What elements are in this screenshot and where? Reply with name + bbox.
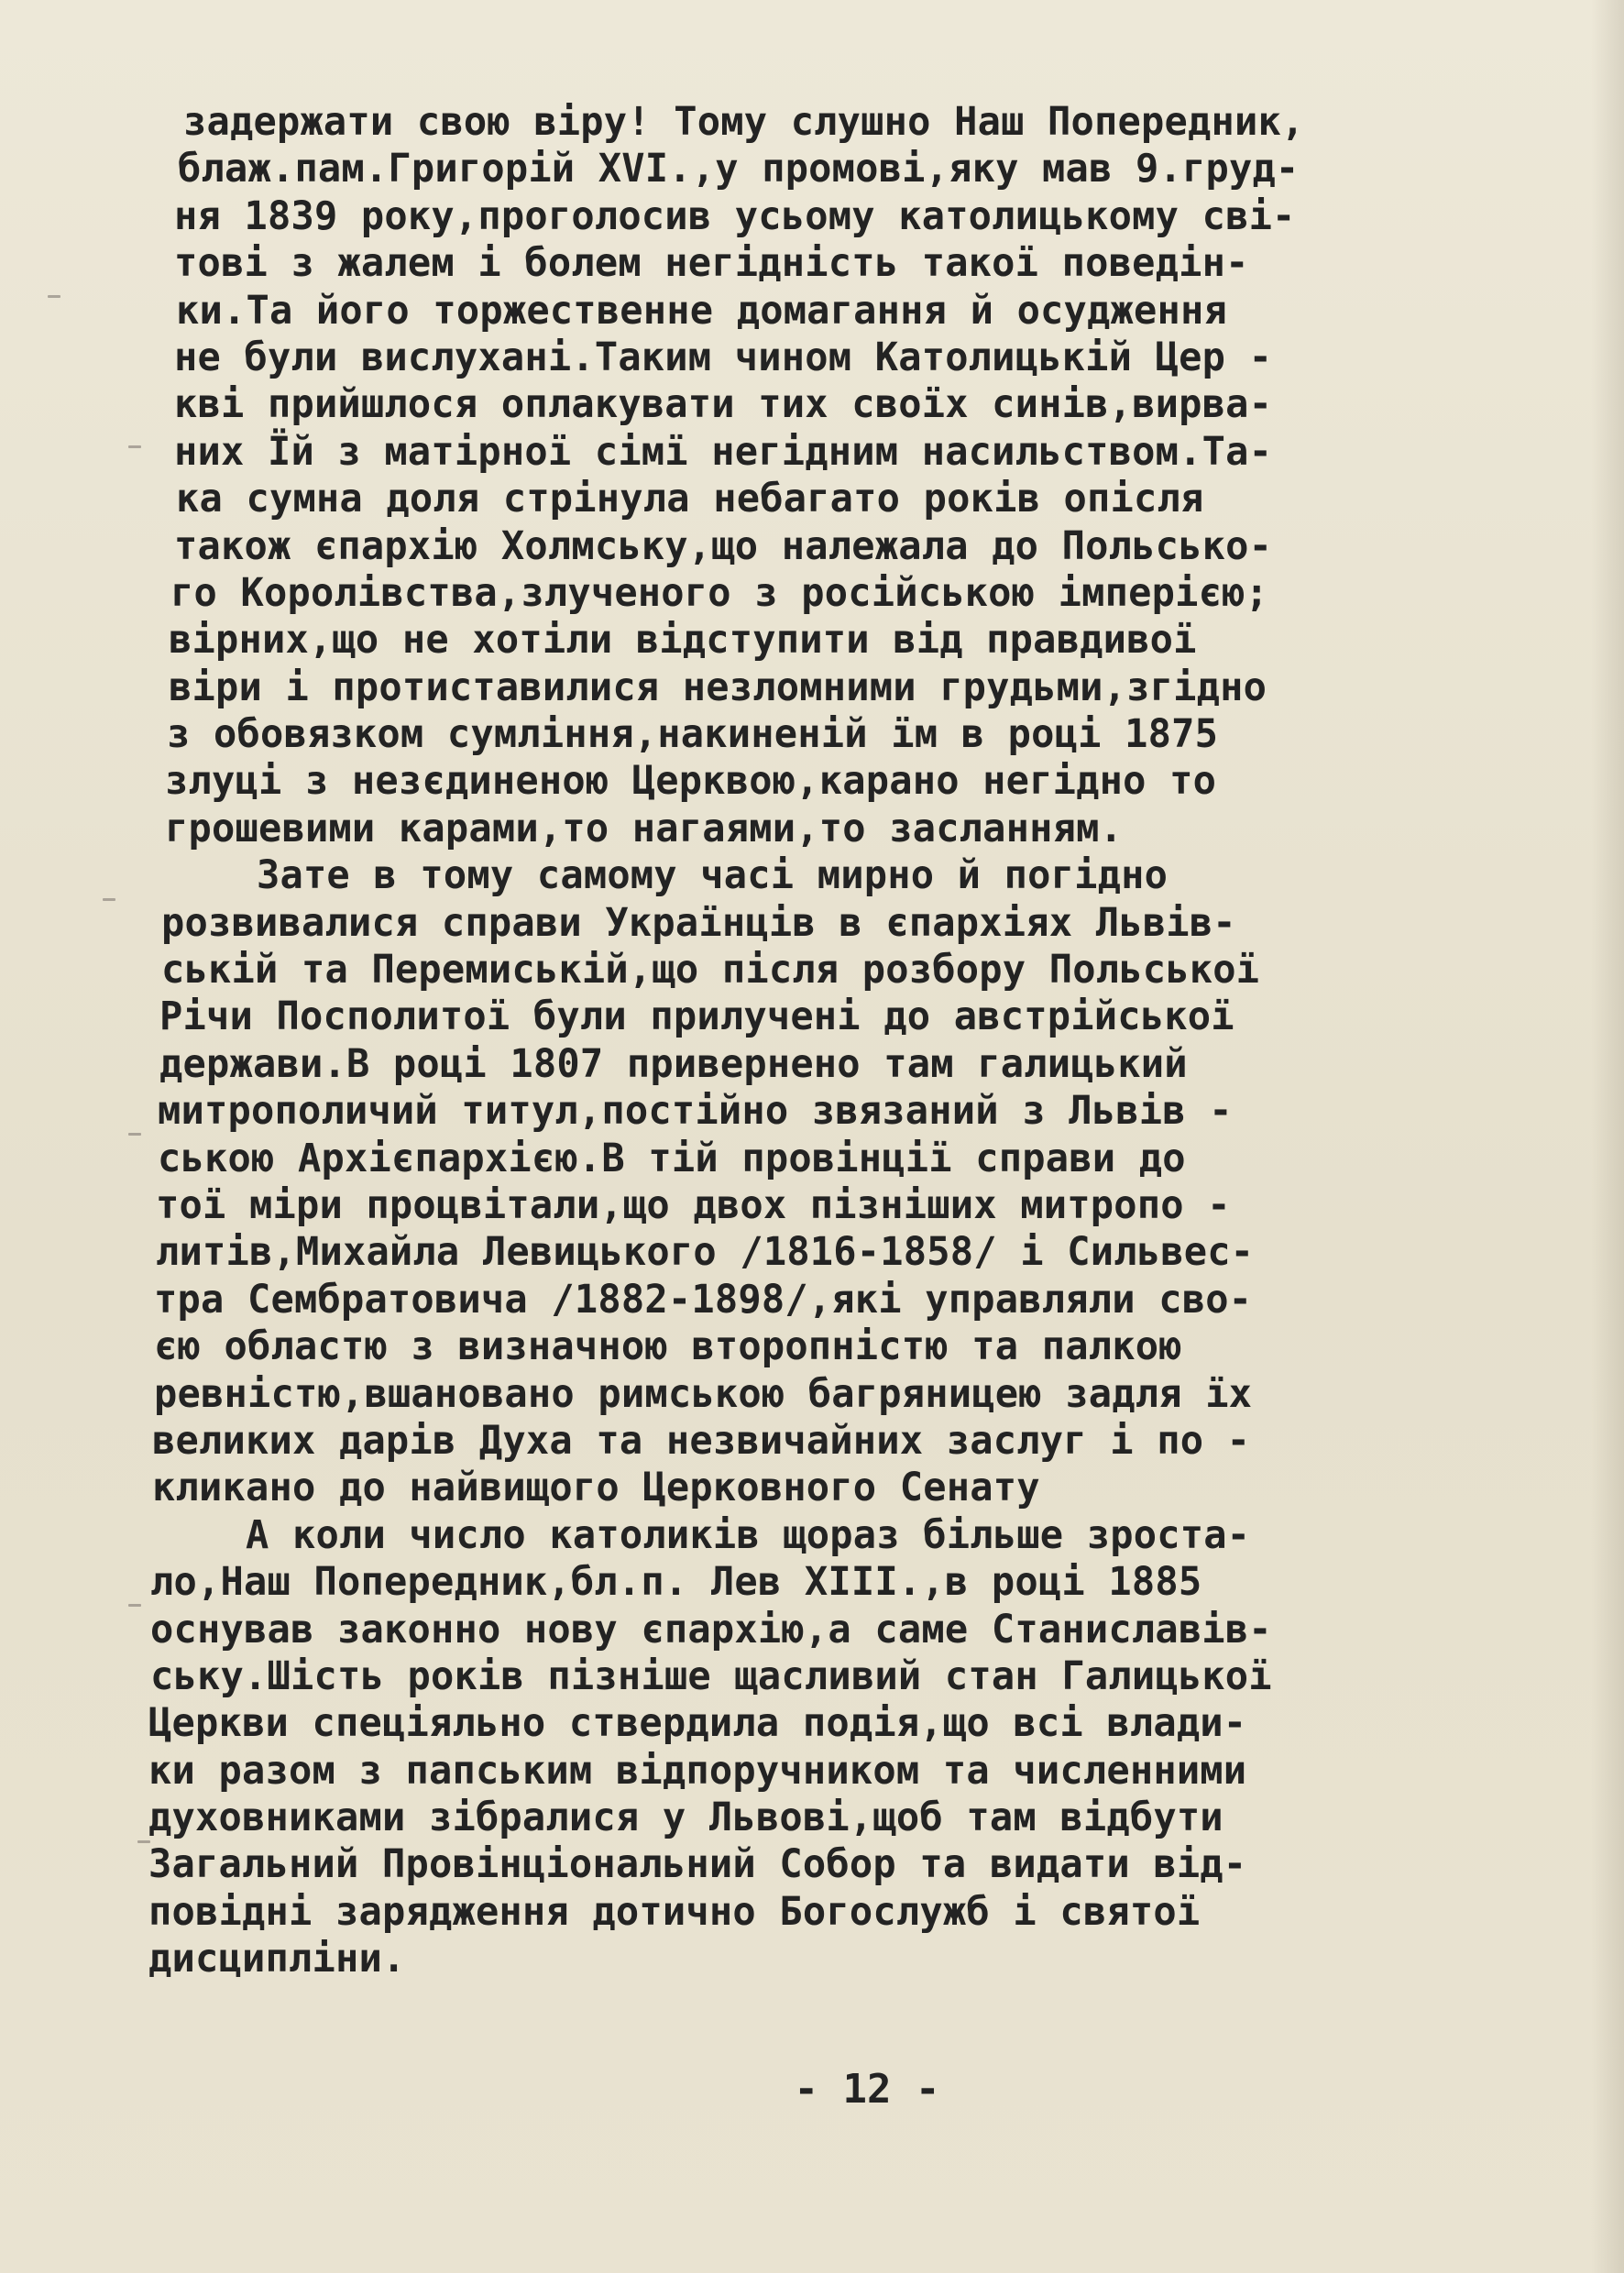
text-line: Церкви спеціяльно ствердила подія,що всі влади-: [148, 1701, 1247, 1747]
text-line: митрополичий титул,постійно звязаний з Львів -: [158, 1089, 1233, 1135]
text-line: духовниками зібралися у Львові,щоб там відбути: [148, 1795, 1223, 1841]
text-line: тові з жалем і болем негідність такої поведін-: [174, 241, 1249, 287]
text-line: задержати свою віру! Тому слушно Наш Попередник,: [183, 100, 1305, 145]
text-line: кві прийшлося оплакувати тих своїх синів,вирва-: [174, 382, 1273, 428]
text-line: злуці з незєдиненою Церквою,карано негідно то: [165, 759, 1217, 805]
text-line: тра Сембратовича /1882-1898/,які управляли сво-: [154, 1277, 1253, 1323]
text-line: ревністю,вшановано римською багряницею задля їх: [154, 1371, 1253, 1417]
text-line: з обовязком сумління,накиненій їм в році 1875: [167, 712, 1219, 758]
text-line: ську.Шість років пізніше щасливий стан Галицької: [150, 1653, 1272, 1699]
text-line: А коли число католиків щораз більше зроста-: [152, 1512, 1251, 1558]
text-line: не були вислухані.Таким чином Католицькій Цер -: [174, 335, 1273, 380]
text-line: також єпархію Холмську,що належала до Польсько-: [174, 523, 1273, 569]
margin-mark: [103, 898, 115, 901]
margin-mark: [128, 445, 141, 448]
text-line: єю областю з визначною второпністю та палкою: [154, 1324, 1182, 1370]
text-line: Річи Посполитої були прилучені до австрійської: [159, 994, 1234, 1040]
text-line: ській та Перемиській,що після розбору Польської: [161, 948, 1260, 994]
text-line: повідні зарядження дотично Богослужб і святої: [148, 1889, 1201, 1935]
text-line: ло,Наш Попередник,бл.п. Лев XIII.,в році 1885: [150, 1560, 1202, 1606]
text-line: блаж.пам.Григорій XVI.,у промові,яку мав 9.груд-: [178, 147, 1300, 192]
text-line: ською Архієпархією.В тій провінції справи до: [158, 1136, 1186, 1181]
text-line: ки.Та його торжественне домагання й осудження: [176, 288, 1227, 334]
text-line: ня 1839 року,проголосив усьому католицькому сві-: [174, 193, 1296, 239]
text-line: Загальний Провінціональний Собор та видати від-: [148, 1842, 1247, 1888]
text-line: тої міри процвітали,що двох пізніших митропо -: [156, 1182, 1231, 1228]
margin-mark: [128, 1133, 141, 1136]
body-text: [148, 99, 1604, 1983]
text-line: них Їй з матірної сімї негідним насильством.Та-: [174, 429, 1273, 475]
text-line: ки разом з папським відпоручником та численними: [148, 1748, 1247, 1794]
text-line: го Королівства,злученого з російською імперією;: [170, 570, 1269, 616]
text-line: ка сумна доля стрінула небагато років опісля: [176, 477, 1204, 522]
margin-mark: [128, 1604, 141, 1607]
text-line: розвивалися справи Українців в єпархіях Львів-: [161, 900, 1236, 946]
text-line: великих дарів Духа та незвичайних заслуг і по -: [152, 1418, 1251, 1464]
text-line: грошевими карами,то нагаями,то засланням.: [165, 806, 1124, 851]
text-line: вірних,що не хотіли відступити від правдивої: [169, 618, 1197, 664]
text-line: держави.В році 1807 привернено там галицький: [159, 1041, 1188, 1087]
text-line: кликано до найвищого Церковного Сенату: [152, 1466, 1040, 1511]
text-line: оснував законно нову єпархію,а саме Станиславів-: [150, 1607, 1272, 1653]
page-number: - 12 -: [794, 2066, 940, 2113]
text-line: дисципліни.: [148, 1937, 406, 1982]
margin-mark: [48, 295, 60, 298]
text-line: литів,Михайла Левицького /1816-1858/ і Сильвес-: [156, 1230, 1255, 1276]
text-line: Зате в тому самому часі мирно й погідно: [163, 853, 1169, 899]
text-line: віри і протиставилися незломними грудьми,згідно: [169, 664, 1267, 710]
